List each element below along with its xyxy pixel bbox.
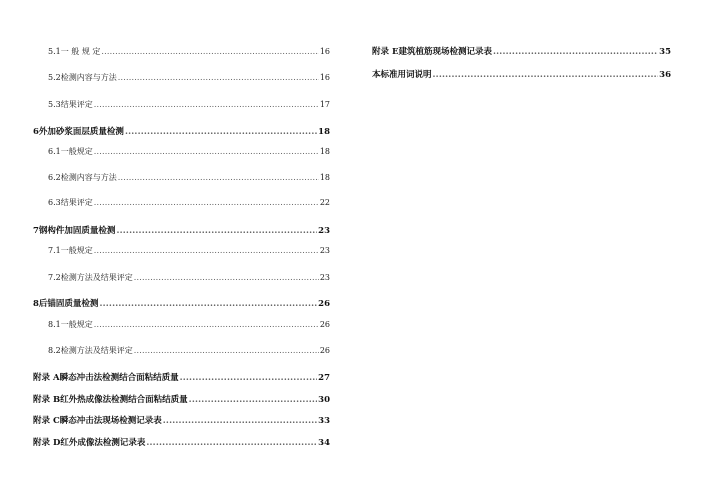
dot-leader — [146, 438, 317, 448]
toc-entry-title: 检测内容与方法 — [60, 73, 117, 82]
toc-entry-number: 8 — [33, 299, 39, 309]
toc-entry[interactable] — [33, 346, 330, 356]
toc-entry-page: 30 — [318, 395, 330, 405]
dot-leader — [433, 70, 659, 80]
toc-entry[interactable] — [33, 226, 330, 236]
toc-entry-page: 23 — [318, 226, 330, 236]
toc-entry-page: 36 — [659, 70, 671, 80]
toc-entry-page: 26 — [318, 299, 330, 309]
toc-entry-page: 27 — [318, 373, 330, 383]
toc-entry-number: 7.2 — [48, 273, 61, 282]
dot-leader — [94, 100, 319, 110]
toc-entry-number: 8.2 — [48, 346, 61, 355]
toc-entry-title: 结果评定 — [60, 198, 93, 207]
toc-entry-number: 6 — [33, 127, 39, 137]
dot-leader — [116, 226, 317, 236]
dot-leader — [189, 395, 317, 405]
toc-entry-title: 一 般 规 定 — [60, 47, 101, 56]
toc-entry-title: 建筑植筋现场检测记录表 — [398, 47, 492, 57]
toc-entry[interactable] — [33, 246, 330, 256]
toc-entry[interactable] — [33, 100, 330, 110]
dot-leader — [134, 273, 319, 283]
toc-entry[interactable] — [33, 127, 330, 137]
toc-entry-title: 瞬态冲击法检测结合面粘结质量 — [59, 373, 179, 383]
toc-entry-title: 结果评定 — [60, 100, 93, 109]
toc-entry-page: 26 — [319, 346, 330, 355]
toc-entry-title: 瞬态冲击法现场检测记录表 — [59, 416, 162, 426]
toc-entry-number: 附录 B — [33, 395, 61, 405]
toc-entry-number: 附录 A — [33, 373, 60, 383]
toc-entry-number: 7.1 — [48, 246, 61, 255]
toc-entry-page: 16 — [319, 47, 330, 56]
toc-entry[interactable] — [33, 147, 330, 157]
toc-entry-title: 钢构件加固质量检测 — [38, 226, 116, 236]
toc-entry[interactable] — [33, 438, 330, 448]
toc-entry-page: 18 — [319, 147, 330, 156]
toc-entry-title: 红外成像法检测记录表 — [60, 438, 146, 448]
dot-leader — [99, 299, 317, 309]
toc-entry-number: 附录 C — [33, 416, 60, 426]
toc-entry-number: 附录 D — [33, 438, 61, 448]
toc-entry-number: 8.1 — [48, 320, 61, 329]
toc-entry-title: 红外热成像法检测结合面粘结质量 — [60, 395, 188, 405]
dot-leader — [94, 246, 319, 256]
toc-entry-title: 外加砂浆面层质量检测 — [38, 127, 124, 137]
toc-entry[interactable] — [33, 73, 330, 83]
dot-leader — [118, 173, 319, 183]
toc-entry-page: 18 — [318, 127, 330, 137]
dot-leader — [101, 47, 318, 57]
toc-entry[interactable] — [33, 47, 330, 57]
dot-leader — [94, 198, 319, 208]
toc-entry-page: 22 — [319, 198, 330, 207]
toc-entry-title: 一般规定 — [60, 320, 93, 329]
toc-entry-title: 检测方法及结果评定 — [60, 346, 133, 355]
toc-entry-page: 18 — [319, 173, 330, 182]
toc-entry-title: 一般规定 — [60, 147, 93, 156]
toc-entry-page: 17 — [319, 100, 330, 109]
toc-entry-number: 7 — [33, 226, 39, 236]
toc-entry-number: 5.3 — [48, 100, 61, 109]
toc-entry[interactable] — [33, 320, 330, 330]
toc-entry-title: 一般规定 — [60, 246, 93, 255]
dot-leader — [118, 73, 319, 83]
toc-entry-title: 检测方法及结果评定 — [60, 273, 133, 282]
toc-entry[interactable] — [33, 395, 330, 405]
toc-entry-title: 本标准用词说明 — [372, 70, 432, 80]
toc-entry-title: 后锚固质量检测 — [38, 299, 99, 309]
dot-leader — [134, 346, 319, 356]
toc-entry-page: 26 — [319, 320, 330, 329]
toc-entry-page: 16 — [319, 73, 330, 82]
toc-entry[interactable] — [33, 416, 330, 426]
toc-entry[interactable] — [33, 173, 330, 183]
toc-entry-number: 附录 E — [372, 47, 399, 57]
toc-entry[interactable] — [372, 70, 671, 80]
toc-entry[interactable] — [33, 373, 330, 383]
dot-leader — [94, 320, 319, 330]
toc-entry-page: 34 — [318, 438, 330, 448]
toc-entry-number: 5.2 — [48, 73, 61, 82]
dot-leader — [493, 47, 658, 57]
toc-entry-title: 检测内容与方法 — [60, 173, 117, 182]
toc-entry-page: 23 — [319, 246, 330, 255]
dot-leader — [180, 373, 318, 383]
toc-entry-page: 33 — [318, 416, 330, 426]
toc-entry[interactable] — [33, 273, 330, 283]
toc-entry-number: 6.1 — [48, 147, 61, 156]
toc-entry[interactable] — [33, 299, 330, 309]
dot-leader — [125, 127, 317, 137]
dot-leader — [94, 147, 319, 157]
toc-entry[interactable] — [372, 47, 671, 57]
toc-entry-number: 6.2 — [48, 173, 61, 182]
toc-entry-number: 5.1 — [48, 47, 61, 56]
toc-entry-page: 35 — [659, 47, 671, 57]
toc-entry-page: 23 — [319, 273, 330, 282]
toc-entry[interactable] — [33, 198, 330, 208]
toc-entry-number: 6.3 — [48, 198, 61, 207]
dot-leader — [163, 416, 317, 426]
